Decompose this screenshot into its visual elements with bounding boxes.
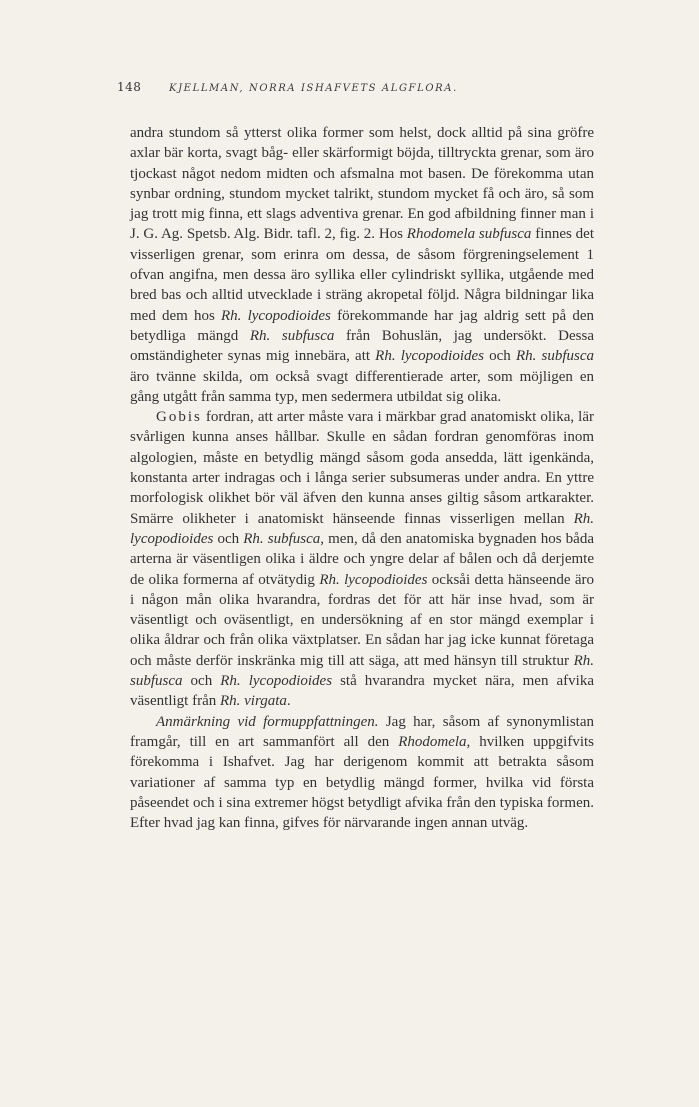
text-segment: . — [286, 693, 291, 710]
page-number: 148 — [117, 80, 142, 94]
species-name: Rh. lycopodioides — [375, 348, 485, 365]
text-segment: och — [182, 673, 221, 690]
species-name: Rh. subfusca — [515, 348, 594, 365]
species-name: Rh. virgata — [219, 693, 287, 710]
body-text — [130, 123, 594, 833]
running-header — [117, 80, 587, 94]
paragraph-note — [130, 712, 594, 834]
text-segment: finnes det visserligen grenar, som erinra om dessa, de såsom förgreningselement 1 ofvan angifna, men dessa äro syllika eller cylindriskt syllika, utgående med bred bas och alltid utvecklade i sträng akropetal följd. Några bildningar lika med dem hos — [130, 226, 595, 324]
text-segment: stå hvarandra mycket nära, men afvika väsentligt från — [130, 673, 594, 710]
species-name: Rh. lycopodioides — [130, 510, 594, 547]
species-name: Rh. lycopodioides — [221, 307, 331, 324]
author-name: Gobis — [156, 409, 202, 426]
text-segment: från Bohuslän, jag undersökt. Dessa omständigheter synas mig innebära, att — [130, 327, 594, 365]
text-segment: fordran, att arter måste vara i märkbar grad anatomiskt olika, lär svårligen kunna anses hållbar. Skulle en sådan fordran genomföras inom algologien, måste en betydlig mängd såsom goda ansedda, lätt igenkända, konstanta arter indragas och i långa serier subsumeras under andra. En yttre morfologisk olikhet bör väl äfven den kunna anses giltig såsom artkarakter. Smärre olikheter i anatomiskt hänseende finnas visserligen mellan — [130, 409, 594, 527]
species-name: Rh. subfusca — [249, 327, 335, 344]
genus-name: Rhodomela — [398, 733, 467, 750]
text-segment: och — [213, 530, 244, 547]
species-name: Rh. subfusca — [243, 530, 321, 547]
species-name: Rh. subfusca — [130, 652, 594, 690]
text-segment: förekommande har jag aldrig sett på den betydliga mängd — [130, 307, 594, 344]
text-segment: , hvilken uppgifvits förekomma i Ishafvet. Jag har derigenom kommit att betrakta såsom variationer af samma typ en betydlig mängd former, hvilka vid första påseendet och i sina extremer högst betydligt afvika från den typiska formen. Efter hvad jag kan finna, gifves för närvarande ingen annan utväg. — [130, 733, 595, 832]
text-segment: äro tvänne skilda, om också svagt differentierade arter, som möjligen en gång utgått från samma typ, men sedermera utbildat sig olika. — [130, 368, 594, 405]
text-segment: ocksåi detta hänseende äro i någon mån olika hvarandra, fordras det för att här inse hvad, som är väsentligt och oväsentligt, en undersökning af en stor mängd exemplar i olika åldrar och från olika växtplatser. En sådan har jag icke kunnat företaga och måste derför inskränka mig till att säga, att med hänsyn till struktur — [130, 571, 595, 669]
text-segment: , men, då den anatomiska bygnaden hos båda arterna är väsentligen olika i äldre och yngre delar af bålen och då derjemte de olika formerna af otvätydig — [130, 530, 594, 588]
text-segment: andra stundom så ytterst olika former som helst, dock alltid på sina gröfre axlar bär korta, svagt båg- eller skärformigt böjda, tilltryckta grenar, som äro tjockast något nedom midten och afsmalna mot basen. De förekomma utan synbar ordning, stundom mycket talrikt, stundom mycket få och äro, så som jag trott mig finna, ett slags adventiva grenar. En god afbildning finner man i J. G. Ag. Spetsb. Alg. Bidr. tafl. 2, fig. 2. Hos — [130, 125, 594, 243]
note-heading: Anmärkning vid formuppfattningen. — [156, 713, 379, 730]
text-segment: Jag har, såsom af synonymlistan framgår, till en art sammanfört all den — [130, 713, 594, 750]
paragraph-1 — [130, 123, 594, 407]
text-segment: och — [484, 348, 516, 365]
species-name: Rh. lycopodioides — [220, 673, 333, 690]
species-name: Rh. lycopodioides — [319, 571, 428, 588]
species-name: Rhodomela subfusca — [406, 226, 532, 243]
running-title: KJELLMAN, NORRA ISHAFVETS ALGFLORA. — [169, 83, 458, 94]
paragraph-2 — [130, 407, 594, 711]
